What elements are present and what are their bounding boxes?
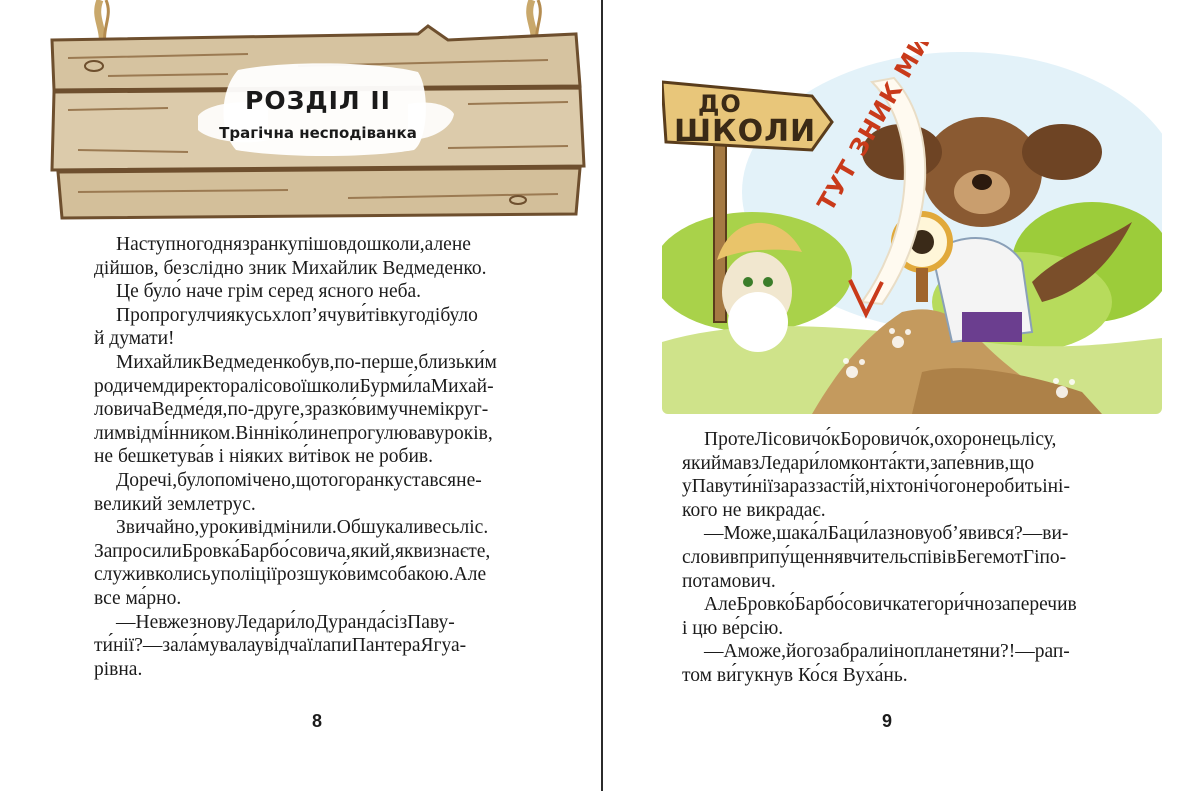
text-line: —НевжезновуЛедари́лоДуранда́сізПаву-: [116, 611, 455, 633]
paragraph: [94, 351, 544, 469]
chapter-title: РОЗДІЛ II: [245, 86, 391, 115]
text-line: лимвідмі́нником.Вінніко́линепрогулювавуроків,: [94, 422, 493, 444]
text-line: —Може,шака́лБаци́лазновуоб’явився?—ви-: [704, 523, 1069, 545]
text-line: якиймавзЛедари́ломконта́кти,запе́внив,що: [682, 452, 1035, 474]
text-line: родичемдиректоралісовоїшколиБурми́лаМихай-: [94, 375, 494, 397]
text-line: Звичайно,урокивідмінили.Обшукаливесьліс.: [116, 517, 489, 539]
paragraph: [94, 280, 544, 304]
page-number-left: 8: [312, 711, 323, 731]
paragraph: [94, 304, 544, 351]
text-line: —Аможе,йогозабралиінопланетяни?!—рап-: [704, 641, 1070, 663]
text-line: кого не викрадає.: [682, 499, 826, 521]
text-line: том ви́гукнув Ко́ся Вуха́нь.: [682, 664, 908, 686]
text-line: уПавути́ніїзараззасті́й,ніхтоніч́огонеробитьіні-: [682, 476, 1070, 498]
left-page-text: [94, 233, 544, 681]
text-line: ЗапросилиБровка́Барбо́совича,який,яквизнаєте,: [94, 540, 491, 562]
text-line: не бешкетува́в і ніяких ви́тівок не робив.: [94, 446, 433, 468]
text-line: Наступногоднязранкупішовдошколи,алене: [116, 234, 471, 255]
text-line: АлеБровко́Барбо́совичкатегори́чнозаперечив: [704, 594, 1077, 616]
text-line: Доречі,булопомічено,щотогоранкуставсяне-: [116, 469, 482, 491]
paragraph: [682, 593, 1116, 640]
text-line: дійшов, безслідно зник Михайлик Ведмеденко.: [94, 257, 487, 279]
text-line: служивколисьуполіціїрозшуко́вимсобакою.Але: [94, 564, 487, 586]
text-line: Це було́ наче грім серед ясного неба.: [116, 281, 422, 303]
page-number-right: 9: [882, 711, 893, 731]
text-line: великий землетрус.: [94, 493, 256, 515]
paragraph: [94, 516, 544, 610]
text-line: рівна.: [94, 658, 143, 680]
text-line: ловичаВедме́дя,по-друге,зразко́вимучнемікруг-: [94, 399, 489, 421]
paragraph: [94, 233, 544, 280]
paragraph: [94, 469, 544, 516]
text-line: Пропрогулчиякусьхлоп’ячуви́тівкугодібуло: [116, 304, 478, 326]
text-line: словивприпу́щеннявчительспівівБегемотГіпо-: [682, 546, 1067, 568]
chapter-sign: [48, 0, 588, 225]
text-line: і цю ве́рсію.: [682, 617, 784, 639]
right-page: [604, 0, 1200, 791]
text-line: потамович.: [682, 570, 776, 592]
text-line: й думати!: [94, 328, 175, 350]
paragraph: [682, 640, 1116, 687]
text-line: все ма́рно.: [94, 587, 182, 609]
illustration: [662, 42, 1162, 414]
text-line: ти́нії?—зала́мувалауві́дчаїлапиПантераЯгуа-: [94, 635, 467, 657]
signpost-line2: ШКОЛИ: [674, 114, 817, 149]
text-line: ПротеЛісовичо́кБоровичо́к,охоронецьлісу,: [704, 429, 1057, 450]
right-page-text: [682, 428, 1116, 688]
chapter-subtitle: Трагічна несподіванка: [219, 124, 417, 142]
paragraph: [682, 428, 1116, 522]
text-line: МихайликВедмеденкобув,по-перше,близьки́м: [116, 351, 497, 373]
paragraph: [94, 611, 544, 682]
signpost-line1: ДО: [698, 90, 742, 118]
paragraph: [682, 522, 1116, 593]
book-spine: [601, 0, 603, 791]
banner-text: ТУТ ЗНИК: [812, 76, 909, 216]
